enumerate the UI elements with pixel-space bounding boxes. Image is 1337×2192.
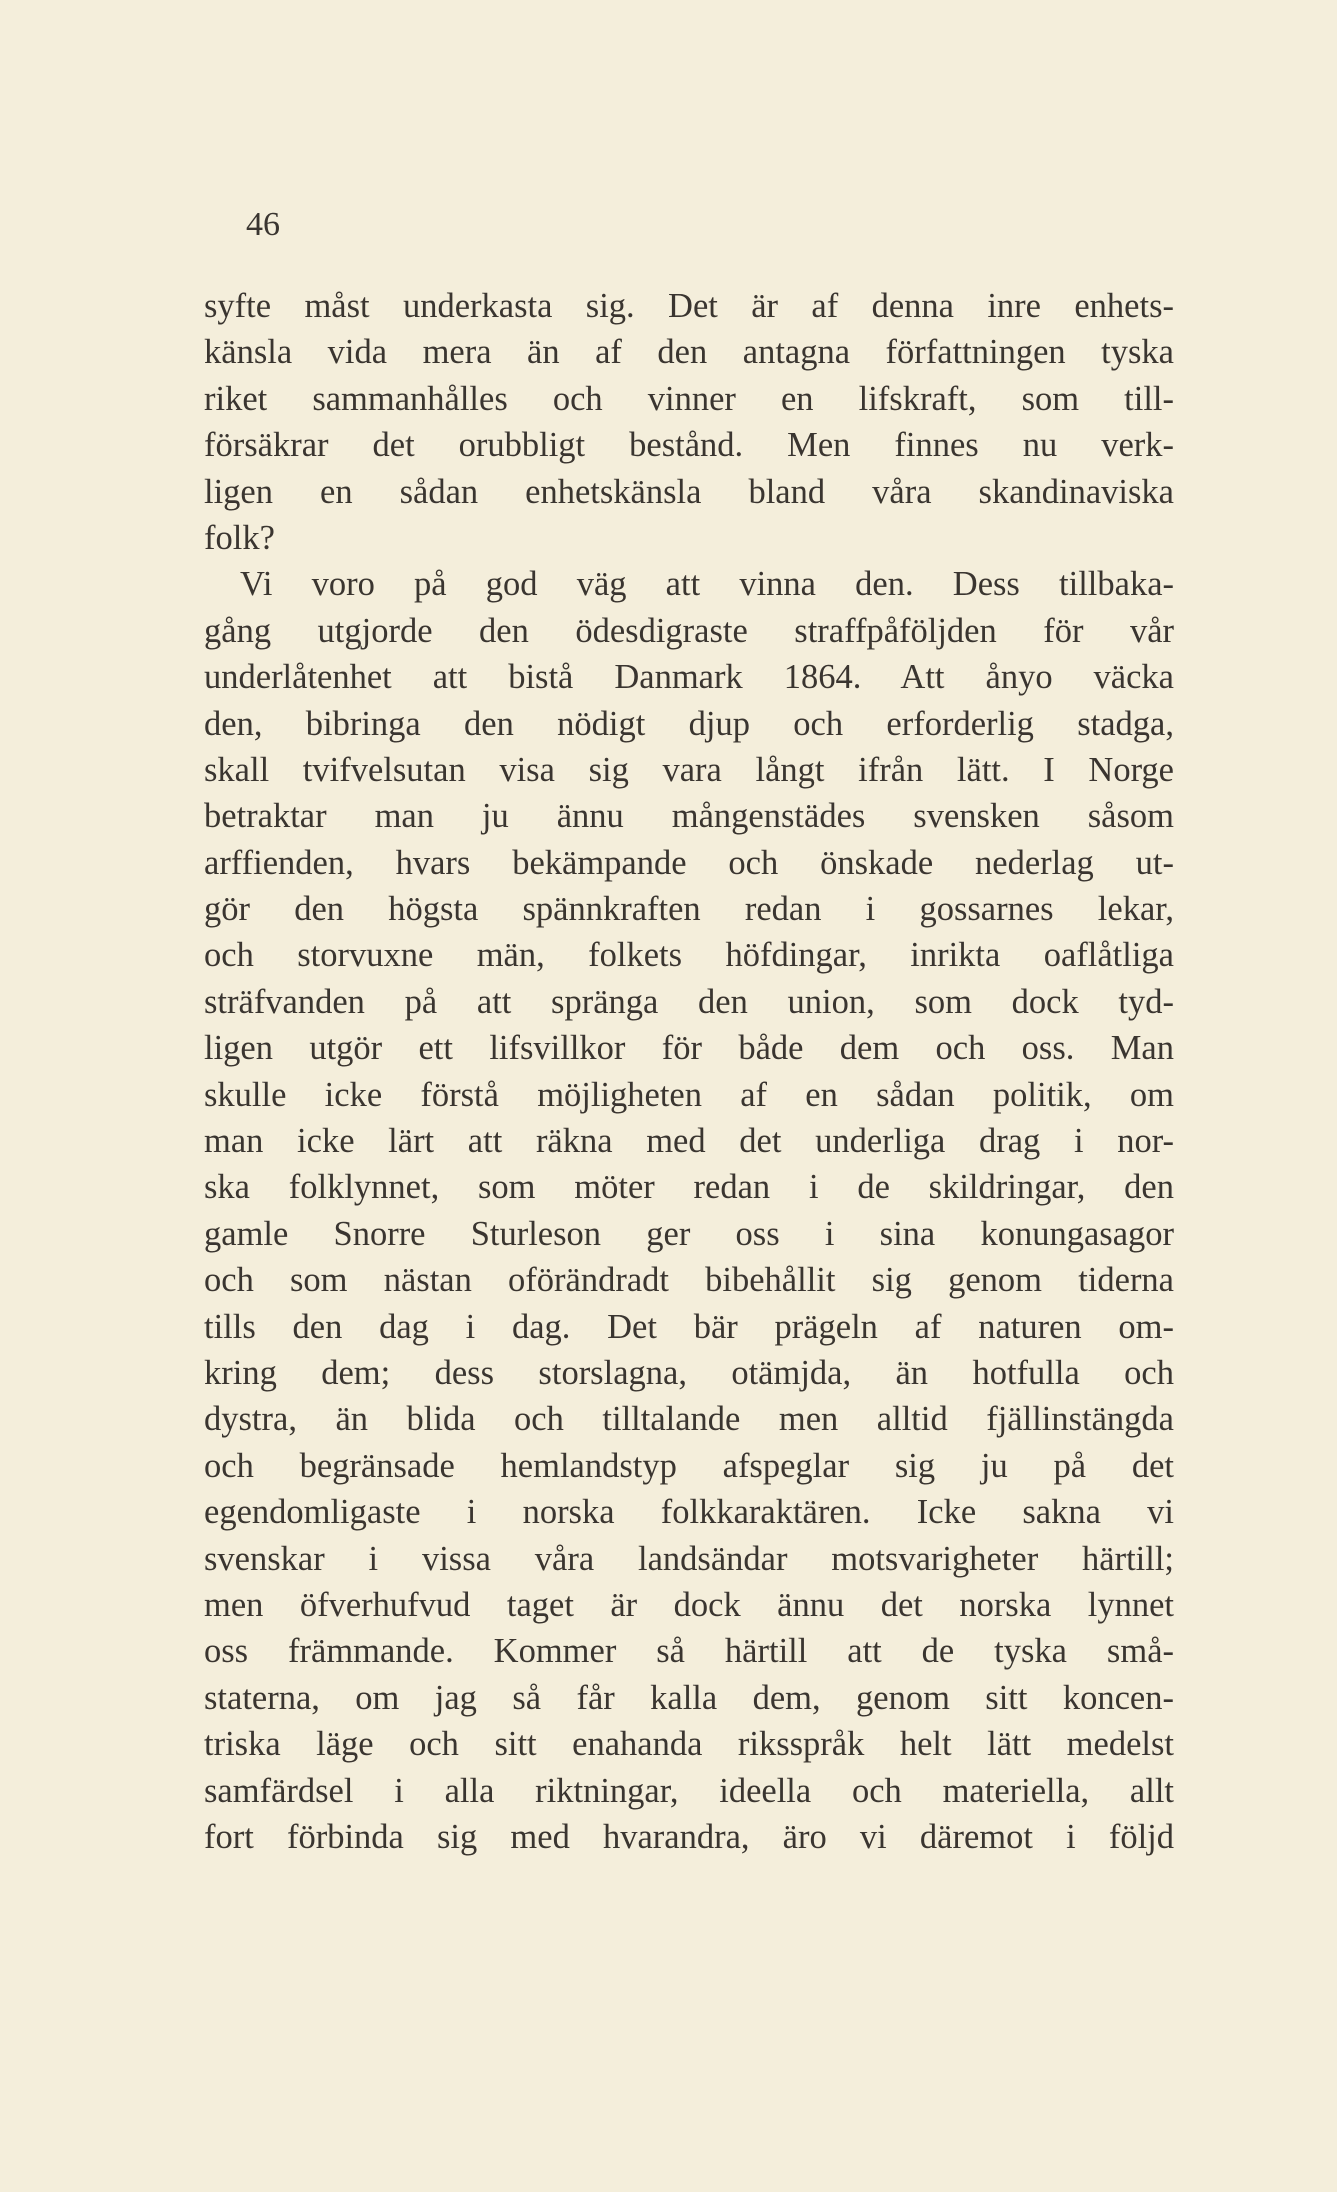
- text-line: ligen utgör ett lifsvillkor för både dem och oss. Man: [204, 1029, 1174, 1068]
- text-line: triska läge och sitt enahanda riksspråk helt lätt medelst: [204, 1725, 1174, 1764]
- text-line: ligen en sådan enhetskänsla bland våra skandinaviska: [204, 472, 1174, 511]
- text-line: underlåtenhet att bistå Danmark 1864. Att ånyo väcka: [204, 658, 1174, 697]
- text-line: gör den högsta spännkraften redan i gossarnes lekar,: [204, 890, 1174, 929]
- text-line: och begränsade hemlandstyp afspeglar sig ju på det: [204, 1446, 1174, 1485]
- text-line: kring dem; dess storslagna, otämjda, än hotfulla och: [204, 1353, 1174, 1392]
- text-line: men öfverhufvud taget är dock ännu det norska lynnet: [204, 1585, 1174, 1624]
- text-line: arffienden, hvars bekämpande och önskade nederlag ut-: [204, 843, 1174, 882]
- text-line: betraktar man ju ännu mångenstädes svensken såsom: [204, 797, 1174, 836]
- text-line: Vi voro på god väg att vinna den. Dess tillbaka-: [240, 565, 1174, 604]
- text-line: försäkrar det orubbligt bestånd. Men finnes nu verk-: [204, 426, 1174, 465]
- text-line: och som nästan oförändradt bibehållit sig genom tiderna: [204, 1261, 1174, 1300]
- text-line: oss främmande. Kommer så härtill att de tyska små-: [204, 1632, 1174, 1671]
- text-line: samfärdsel i alla riktningar, ideella och materiella, allt: [204, 1771, 1174, 1810]
- text-line: riket sammanhålles och vinner en lifskraft, som till-: [204, 379, 1174, 418]
- text-line: den, bibringa den nödigt djup och erforderlig stadga,: [204, 704, 1174, 743]
- text-line: ska folklynnet, som möter redan i de skildringar, den: [204, 1168, 1174, 1207]
- text-line: känsla vida mera än af den antagna författningen tyska: [204, 333, 1174, 372]
- page-body: [204, 283, 1174, 1860]
- text-line: fort förbinda sig med hvarandra, äro vi däremot i följd: [204, 1817, 1174, 1856]
- text-line: sträfvanden på att spränga den union, som dock tyd-: [204, 982, 1174, 1021]
- text-line: tills den dag i dag. Det bär prägeln af naturen om-: [204, 1307, 1174, 1346]
- text-line: staterna, om jag så får kalla dem, genom sitt koncen-: [204, 1678, 1174, 1717]
- text-line: svenskar i vissa våra landsändar motsvarigheter härtill;: [204, 1539, 1174, 1578]
- text-line: dystra, än blida och tilltalande men alltid fjällinstängda: [204, 1400, 1174, 1439]
- text-line: gång utgjorde den ödesdigraste straffpåföljden för vår: [204, 611, 1174, 650]
- text-line: och storvuxne män, folkets höfdingar, inrikta oaflåtliga: [204, 936, 1174, 975]
- text-line: man icke lärt att räkna med det underliga drag i nor-: [204, 1122, 1174, 1161]
- text-line: skall tvifvelsutan visa sig vara långt ifrån lätt. I Norge: [204, 750, 1174, 789]
- page-number: 46: [246, 206, 280, 243]
- text-line: folk?: [204, 518, 275, 557]
- text-line: skulle icke förstå möjligheten af en sådan politik, om: [204, 1075, 1174, 1114]
- text-line: gamle Snorre Sturleson ger oss i sina konungasagor: [204, 1214, 1174, 1253]
- text-line: syfte måst underkasta sig. Det är af denna inre enhets-: [204, 287, 1174, 325]
- text-line: egendomligaste i norska folkkaraktären. Icke sakna vi: [204, 1493, 1174, 1532]
